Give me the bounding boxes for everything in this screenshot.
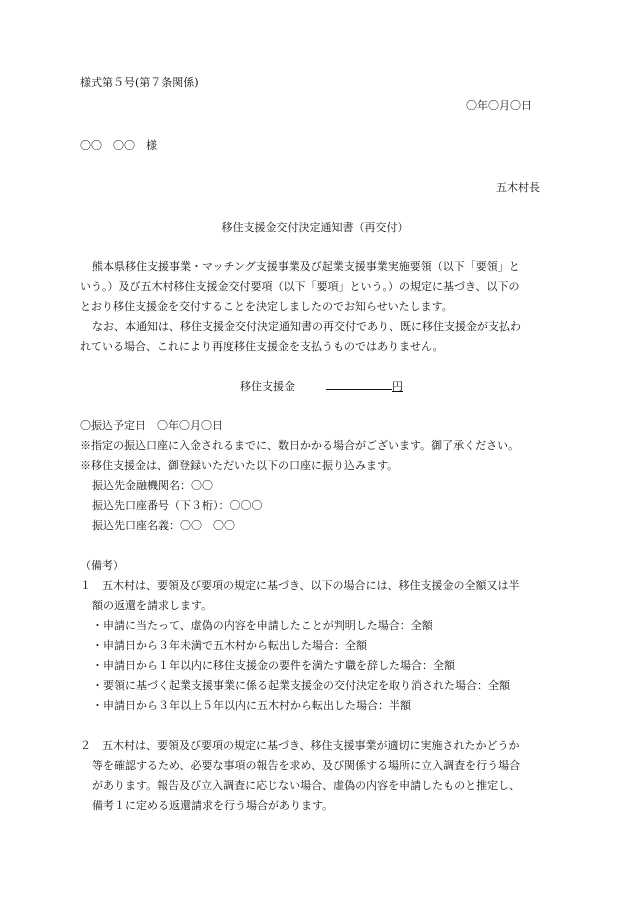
remark-1-line-1: １ 五木村は、要領及び要項の規定に基づき、以下の場合には、移住支援金の全額又は半 <box>80 579 520 592</box>
body-line-5: れている場合、これにより再度移住支援金を支払うものではありません。 <box>80 340 444 353</box>
payment-scheduled-date: 〇振込予定日 〇年〇月〇日 <box>80 419 223 432</box>
remark-2-line-2: 等を確認するため、必要な事項の報告を求め、及び関係する場所に立入調査を行う場合 <box>92 759 521 772</box>
remark-2-line-3: があります。報告及び立入調査に応じない場合、虚偽の内容を申請したものと推定し、 <box>92 779 521 792</box>
payment-note-1: ※指定の振込口座に入金されるまでに、数日かかる場合がございます。御了承ください。 <box>80 439 520 452</box>
remark-1-bullet-1: ・申請に当たって、虚偽の内容を申請したことが判明した場合：全額 <box>92 619 433 632</box>
account-holder: 振込先口座名義：〇〇 〇〇 <box>92 519 235 532</box>
remark-1-bullet-3: ・申請日から１年以内に移住支援金の要件を満たす職を辞した場合：全額 <box>92 659 455 672</box>
amount-blank <box>326 377 392 390</box>
remark-2-line-4: 備考１に定める返還請求を行う場合があります。 <box>92 799 334 812</box>
payment-note-2: ※移住支援金は、御登録いただいた以下の口座に振り込みます。 <box>80 459 399 472</box>
amount-unit: 円 <box>392 380 403 393</box>
document-title: 移住支援金交付決定通知書（再交付） <box>221 221 409 234</box>
bank-name: 振込先金融機関名：〇〇 <box>92 479 213 492</box>
addressee: 〇〇 〇〇 様 <box>80 139 157 152</box>
remarks-heading: （備考） <box>80 559 124 572</box>
remark-1-line-2: 額の返還を請求します。 <box>92 599 213 612</box>
issuer: 五木村長 <box>496 181 540 194</box>
body-line-3: とおり移住支援金を交付することを決定しましたのでお知らせいたします。 <box>80 300 453 313</box>
body-line-2: いう。）及び五木村移住支援金交付要項（以下「要項」という。）の規定に基づき、以下の <box>80 280 520 293</box>
amount-line <box>240 377 403 394</box>
body-line-1: 熊本県移住支援事業・マッチング支援事業及び起業支援事業実施要領（以下「要領」と <box>92 260 520 273</box>
remark-2-line-1: ２ 五木村は、要領及び要項の規定に基づき、移住支援事業が適切に実施されたかどうか <box>80 739 520 752</box>
account-number: 振込先口座番号（下３桁）：〇〇〇 <box>92 499 263 512</box>
amount-label: 移住支援金 <box>240 380 295 393</box>
body-line-4: なお、本通知は、移住支援金交付決定通知書の再交付であり、既に移住支援金が支払わ <box>92 320 521 333</box>
remark-1-bullet-2: ・申請日から３年未満で五木村から転出した場合：全額 <box>92 639 367 652</box>
document-date: 〇年〇月〇日 <box>466 99 532 112</box>
remark-1-bullet-4: ・要領に基づく起業支援事業に係る起業支援金の交付決定を取り消された場合：全額 <box>92 679 510 692</box>
remark-1-bullet-5: ・申請日から３年以上５年以内に五木村から転出した場合：半額 <box>92 699 411 712</box>
form-reference: 様式第５号(第７条関係) <box>80 76 199 89</box>
